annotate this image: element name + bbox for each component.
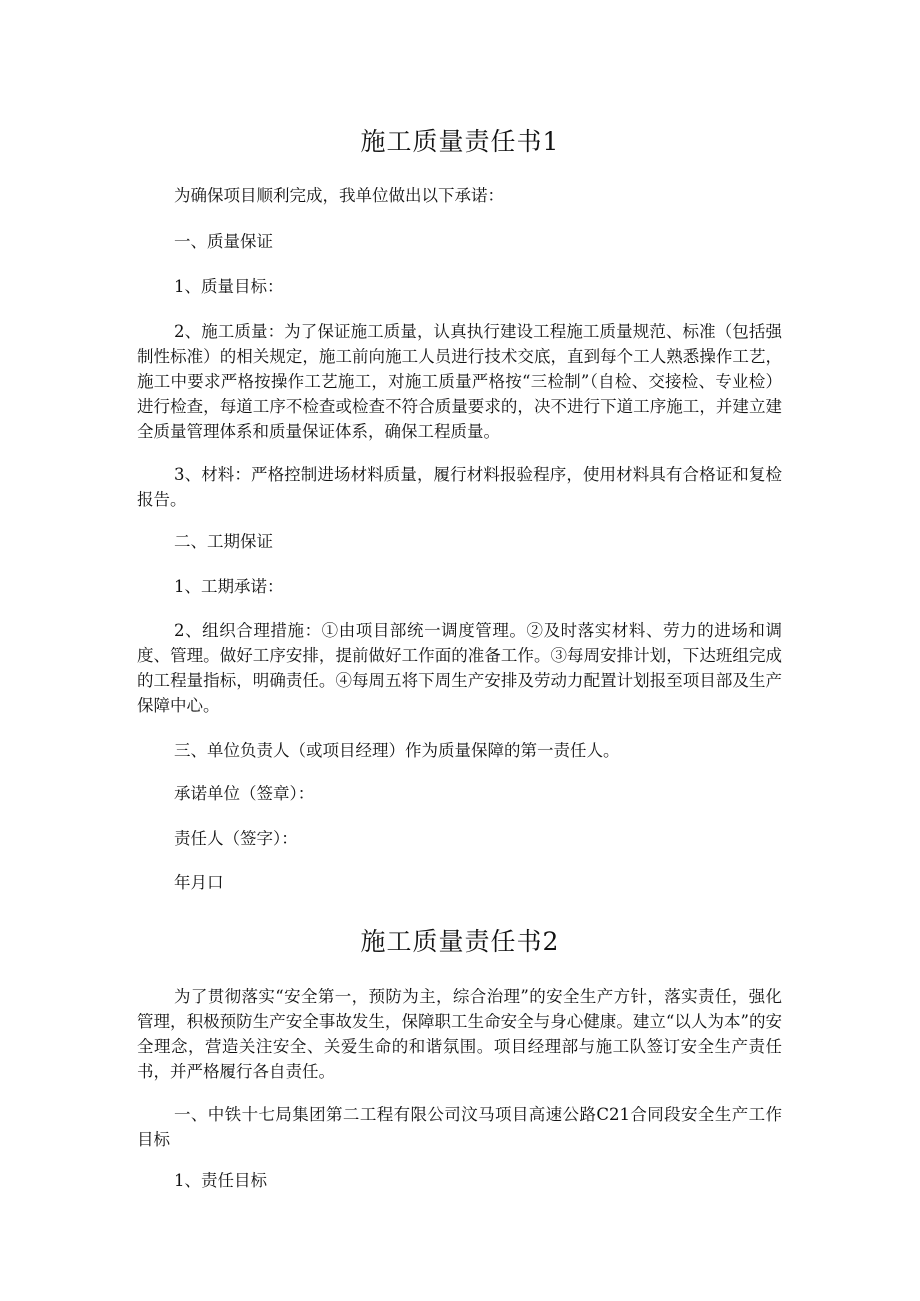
responsibility-target: 1、责任目标 xyxy=(174,1171,267,1190)
section-heading-quality: 一、质量保证 xyxy=(174,232,273,251)
signature-person-label: 责任人（签字）： xyxy=(174,829,298,848)
intro-paragraph: 为确保项目顺利完成，我单位做出以下承诺： xyxy=(174,186,504,205)
document-title-2: 施工质量责任书2 xyxy=(360,927,560,956)
schedule-commitment: 1、工期承诺： xyxy=(174,577,284,596)
materials-paragraph: 3、材料：严格控制进场材料质量，履行材料报验程序，使用材料具有合格证和复检报告。 xyxy=(137,465,782,509)
date-label: 年月口 xyxy=(174,873,224,892)
section-heading-schedule: 二、工期保证 xyxy=(174,532,273,551)
section-heading-safety-goals: 一、中铁十七局集团第二工程有限公司汶马项目高速公路C21合同段安全生产工作目标 xyxy=(137,1105,782,1149)
section-heading-responsible-person: 三、单位负责人（或项目经理）作为质量保障的第一责任人。 xyxy=(174,741,620,760)
safety-intro-paragraph: 为了贯彻落实“安全第一，预防为主，综合治理”的安全生产方针，落实责任，强化管理，积极预防生产安全事故发生，保障职工生命安全与身心健康。建立“以人为本”的安全理念，营造关注安全、关爱生命的和谐氛围。项目经理部与施工队签订安全生产责任书，并严格履行各自责任。 xyxy=(137,987,782,1081)
signature-unit-label: 承诺单位（签章）： xyxy=(174,784,315,803)
quality-target: 1、质量目标： xyxy=(174,277,284,296)
document-title-1: 施工质量责任书1 xyxy=(360,127,560,156)
construction-quality-paragraph: 2、施工质量：为了保证施工质量，认真执行建设工程施工质量规范、标准（包括强制性标准）的相关规定，施工前向施工人员进行技术交底，直到每个工人熟悉操作工艺，施工中要求严格按操作工艺施工，对施工质量严格按“三检制”（自检、交接检、专业检）进行检查，每道工序不检查或检查不符合质量要求的，决不进行下道工序施工，并建立建全质量管理体系和质量保证体系，确保工程质量。 xyxy=(137,322,782,441)
organization-measures-paragraph: 2、组织合理措施：①由项目部统一调度管理。②及时落实材料、劳力的进场和调度、管理。做好工序安排，提前做好工作面的准备工作。③每周安排计划，下达班组完成的工程量指标，明确责任。④每周五将下周生产安排及劳动力配置计划报至项目部及生产保障中心。 xyxy=(137,621,782,715)
